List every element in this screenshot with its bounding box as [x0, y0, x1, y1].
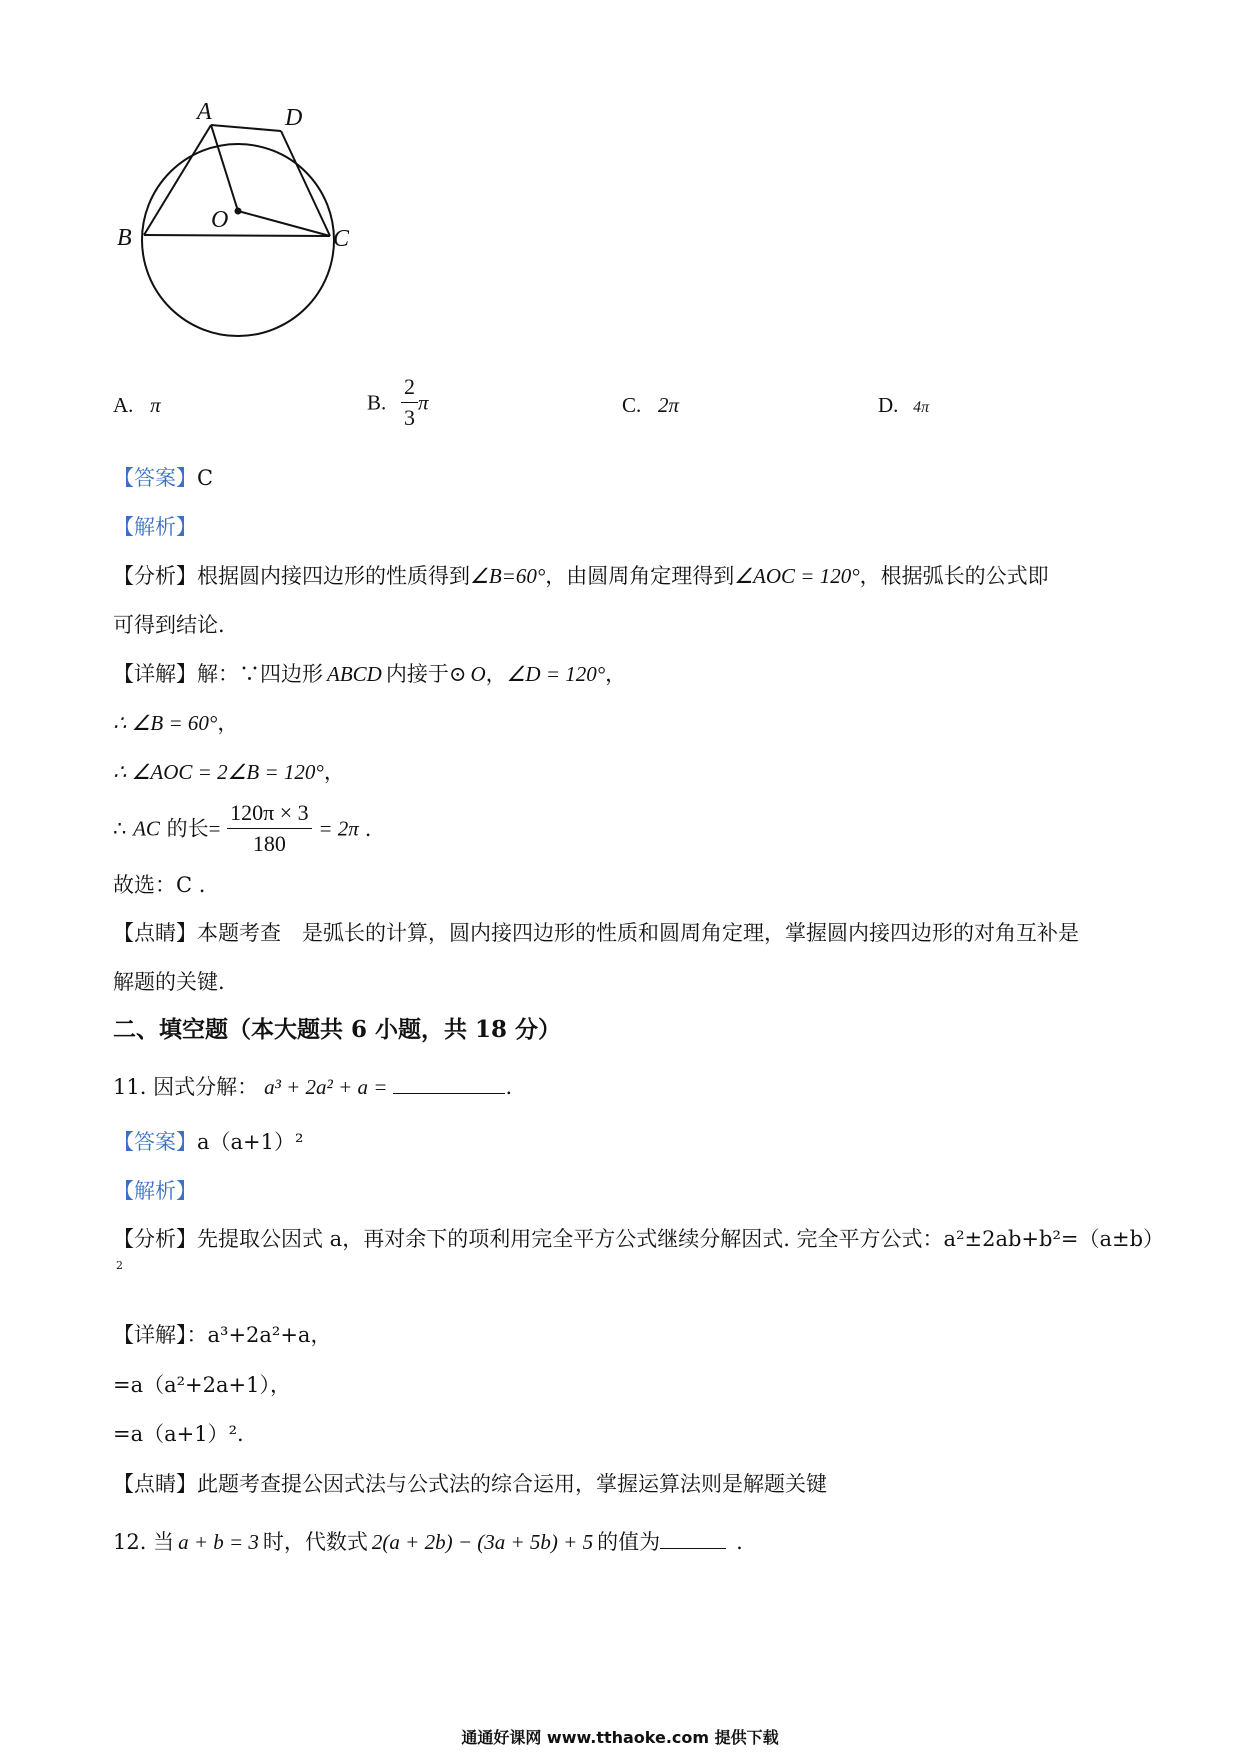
q11-analysis-heading: [113, 1176, 197, 1206]
q11-step-3-text: =a（a+1）².: [113, 1422, 244, 1446]
q11-step-2-text: =a（a²+2a+1），: [113, 1373, 291, 1397]
option-b: [367, 372, 428, 433]
q11-question: [113, 1071, 512, 1102]
q11-fenxi-tag: 【分析】: [113, 1227, 197, 1251]
option-c-value: 2π: [657, 393, 679, 417]
q10-fenxi-tag: 【分析】: [113, 564, 197, 588]
q11-dianjing-text: 此题考查提公因式法与公式法的综合运用，掌握运算法则是解题关键: [197, 1472, 827, 1496]
q11-answer-blank[interactable]: [393, 1071, 505, 1094]
q12-expr: 2(a + 2b) − (3a + 5b) + 5: [371, 1530, 594, 1554]
q10-step-4: [113, 798, 371, 859]
q12-condition: a + b = 3: [178, 1530, 259, 1554]
option-b-label: B.: [367, 390, 387, 415]
section-2-title: [113, 1015, 561, 1045]
option-c: [622, 390, 679, 420]
q10-xiangjie-angle-d: ∠D = 120°: [506, 662, 606, 686]
segment-oc: [238, 211, 330, 236]
option-d-label: D.: [878, 393, 899, 417]
q10-answer-tag: 【答案】: [113, 466, 197, 490]
q12-suffix: 的值为: [597, 1530, 661, 1554]
q10-answer-value: C: [197, 466, 214, 490]
q11-answer: [113, 1127, 303, 1157]
q10-step-4-result: = 2π: [318, 816, 359, 841]
q10-step-4-denominator: 180: [252, 831, 286, 856]
q10-answer: [113, 463, 213, 493]
segment-bc: [144, 235, 330, 236]
q10-xiangjie-text-g: ，: [605, 662, 627, 686]
q10-step-4-fraction: [227, 798, 312, 859]
q11-dianjing: [113, 1469, 827, 1499]
q12-prefix: 12. 当: [113, 1530, 175, 1554]
segment-ao: [211, 125, 238, 211]
option-c-label: C.: [622, 393, 642, 417]
segment-ad: [211, 125, 281, 131]
q11-fenxi-text-1: 先提取公因式 a，再对余下的项利用完全平方公式继续分解因式. 完全平方公式：a²±2ab+b²=（a±b）: [197, 1227, 1165, 1251]
option-b-fraction: [401, 372, 418, 433]
q11-xiangjie-tag: 【详解】: [113, 1323, 187, 1347]
q11-fenxi-text-2: 2: [116, 1259, 123, 1272]
circle-quadrilateral-figure: [105, 95, 385, 355]
q11-dianjing-tag: 【点睛】: [113, 1472, 197, 1496]
label-c: C: [333, 226, 350, 252]
option-d-value: 4π: [913, 399, 930, 416]
q10-fenxi-text-a: 根据圆内接四边形的性质得到: [197, 564, 470, 588]
q11-step-1: [113, 1320, 331, 1350]
q10-dianjing-line-2: [113, 967, 225, 997]
q11-step-1-text: ：a³+2a²+a，: [186, 1323, 332, 1347]
q11-answer-tag: 【答案】: [113, 1130, 197, 1154]
q10-fenxi-angle-aoc: ∠AOC = 120°: [734, 564, 860, 588]
option-a: [113, 390, 161, 420]
section-2-title-text: 二、填空题（本大题共 6 小题，共 18 分）: [113, 1016, 562, 1043]
q12-answer-blank[interactable]: [660, 1526, 726, 1549]
label-b: B: [117, 225, 132, 251]
q12-period: .: [736, 1530, 743, 1554]
q11-step-2: [113, 1370, 291, 1400]
q10-fenxi-line-1: [113, 561, 1049, 591]
q10-xiangjie-text-a: 解：∵四边形: [197, 662, 323, 686]
figure-svg: [105, 95, 385, 355]
q10-step-4-period: .: [364, 816, 372, 841]
label-a: A: [197, 99, 212, 125]
q10-xiangjie-text-c: 内接于⊙: [385, 662, 467, 686]
q10-step-2-punct: ，: [217, 711, 239, 735]
option-b-denominator: 3: [403, 405, 415, 430]
label-o: O: [211, 207, 229, 233]
center-dot: [235, 208, 242, 215]
q11-fenxi-line-1: [113, 1224, 1164, 1254]
q10-dianjing-text-2: 解题的关键.: [113, 970, 225, 994]
q10-step-4-numerator: 120π × 3: [227, 798, 312, 829]
q11-expr: a³ + 2a² + a =: [264, 1075, 388, 1099]
q11-analysis-tag: 【解析】: [113, 1179, 197, 1203]
q10-step-4-eq: =: [208, 816, 221, 841]
q10-dianjing-tag: 【点睛】: [113, 921, 197, 945]
option-d: [878, 390, 929, 423]
q10-step-3-expr: ∴ ∠AOC = 2∠B = 120°: [113, 760, 324, 784]
segment-ab: [144, 125, 211, 235]
label-d: D: [285, 105, 303, 131]
q10-fenxi-text-2: 可得到结论.: [113, 613, 225, 637]
q10-choose-text: 故选：C .: [113, 873, 206, 897]
q10-xiangjie-abcd: ABCD: [327, 662, 382, 686]
q11-answer-value: a（a+1）²: [197, 1130, 304, 1154]
q10-dianjing-line-1: [113, 918, 1079, 948]
segment-dc: [281, 131, 330, 236]
option-b-numerator: 2: [401, 372, 418, 403]
q10-dianjing-text-1: 本题考查 是弧长的计算，圆内接四边形的性质和圆周角定理，掌握圆内接四边形的对角互补是: [197, 921, 1079, 945]
q10-step-3-punct: ，: [323, 760, 345, 784]
q11-period: .: [505, 1075, 513, 1099]
q10-xiangjie-tag: 【详解】: [113, 662, 197, 686]
option-a-label: A.: [113, 393, 134, 417]
q10-step-4-arc: AC: [133, 816, 160, 841]
q10-analysis-heading: [113, 512, 197, 542]
q11-fenxi-line-2: [116, 1258, 123, 1274]
q10-xiangjie-text-e: ，: [485, 662, 507, 686]
q10-step-4-text: 的长: [166, 816, 209, 841]
q10-step-3: [113, 757, 345, 787]
option-b-pi: π: [417, 390, 429, 415]
q11-prefix: 11. 因式分解：: [113, 1075, 259, 1099]
page-footer: [0, 1725, 1240, 1748]
q10-step-4-therefore: ∴: [113, 816, 127, 841]
q12-question: [113, 1526, 743, 1557]
q10-xiangjie-line-1: [113, 659, 626, 689]
q11-step-3: [113, 1419, 244, 1449]
q10-xiangjie-o: O: [470, 662, 486, 686]
q10-choose: [113, 870, 205, 900]
q12-mid: 时，代数式: [262, 1530, 368, 1554]
q10-fenxi-text-c: ，由圆周角定理得到: [545, 564, 735, 588]
footer-text: 通通好课网 www.tthaoke.com 提供下载: [461, 1728, 779, 1747]
q10-fenxi-text-e: ，根据弧长的公式即: [859, 564, 1049, 588]
q10-step-2: [113, 708, 238, 738]
q10-fenxi-line-2: [113, 610, 225, 640]
option-a-value: π: [150, 393, 161, 417]
q10-analysis-tag: 【解析】: [113, 515, 197, 539]
circle-o: [142, 144, 334, 336]
q10-fenxi-angle-b: ∠B=60°: [470, 564, 546, 588]
q10-step-2-expr: ∴ ∠B = 60°: [113, 711, 218, 735]
